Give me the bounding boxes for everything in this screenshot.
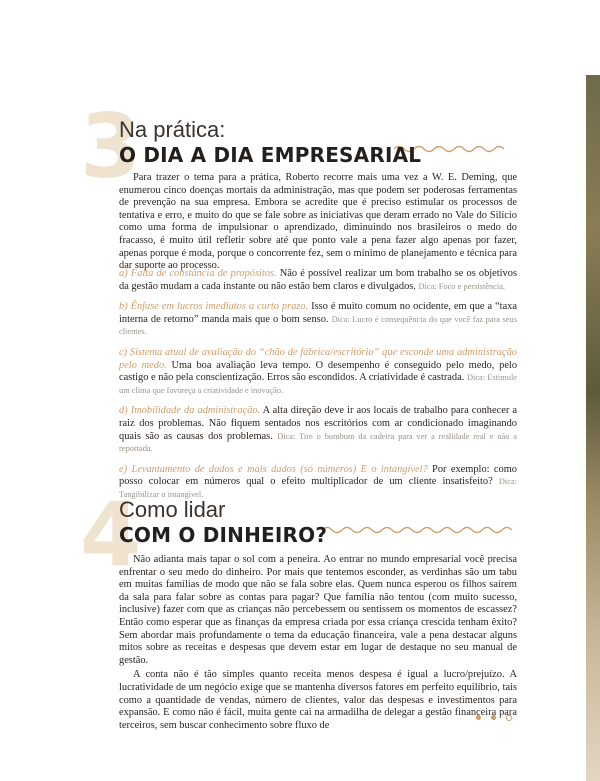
- section-1-title-bold: O DIA A DIA EMPRESARIAL: [119, 143, 422, 167]
- list-item: [119, 464, 517, 502]
- wavy-line-decoration: [322, 524, 512, 536]
- item-label: e) Levantamento de dados e mais dados (só números) E o intangível?: [119, 463, 428, 475]
- section-number-4: 4: [80, 483, 142, 586]
- list-item: [119, 301, 517, 339]
- intro-paragraph: Para trazer o tema para a prática, Roberto recorre mais uma vez a W. E. Deming, que enumerou cinco doenças mortais da administração, mas que podem ser poderosas ferramentas de prevenção na sua empresa. Embora se acredite que é preciso estimular os processos de tentativa e erro, e muito do que se fale sobre as iniciativas que deram errado no Vale do Silício como uma forma de impulsionar o aprendizado, diminuindo nos brasileiros o medo do fracasso, é muito útil refletir sobre até que ponto vale a pena fazer algo apenas por fazer, apenas porque é moda, porque o concorrente fez, sem o mínimo de planejamento e técnica para dar suporte ao processo.: [119, 172, 517, 272]
- item-tip: Dica: Estimule um clima que favoreça a criatividade e inovação.: [119, 373, 517, 395]
- item-text: Uma boa avaliação leva tempo. O desempenho é conseguido pelo medo, pelo castigo e não pela conscientização. Erros são escondidos. A criatividade é castrada.: [119, 359, 518, 384]
- section-2-title-light: Como lidar: [119, 497, 226, 522]
- section-1-title-light: Na prática:: [119, 117, 226, 142]
- section-number-3: 3: [80, 95, 142, 198]
- item-text: Não é possível realizar um bom trabalho se os objetivos da gestão mudam a cada instante ou não estão bem claros e divulgados.: [119, 268, 517, 292]
- body-paragraph: Não adianta mais tapar o sol com a peneira. Ao entrar no mundo empresarial você precisa enfrentar o seu medo do dinheiro. Por mais que tentemos esconder, as verdinhas são um tabu em muitas famílias de modo que não se fala sobre elas. Quem nunca esperou os filhos saírem da sala para falar sobre as contas para pagar? Que família não tentou (com muito sucesso, inclusive) fazer com que as crianças não percebessem ou sentissem os momentos de escassez? Então como esperar que as finanças da empresa criada por essa criança crescida tenham êxito? Sem abordar mais profundamente o tema da educação financeira, vale a pena destacar alguns mitos sobre as receitas e despesas que devem estar em lugar de destaque no seu manual de gestão.: [119, 554, 517, 666]
- item-tip: Dica: Tire o bumbum da cadeira para ver a realidade real e não a reportada.: [119, 431, 517, 454]
- body-paragraph: A conta não é tão simples quanto receita menos despesa é igual a lucro/prejuízo. A lucratividade de um negócio exige que se mantenha diversos fatores em perfeito equilíbrio, tais como a quantidade de vendas, número de clientes, valor das despesas e investimentos para expansão. E como não é fácil, muita gente cai na armadilha de delegar a gestão financeira para terceiros, sem buscar conhecimento sobre fluxo de: [119, 669, 517, 731]
- item-label: b) Ênfase em lucros imediatos a curto prazo.: [119, 301, 309, 313]
- item-text: Por exemplo: como posso colocar em números qual o efeito multiplicador de um cliente insatisfeito?: [119, 463, 517, 488]
- list-item: [119, 268, 517, 293]
- item-text: Isso é muito comum no ocidente, em que a “taxa interna de retorno” manda mais que o bom senso.: [119, 301, 517, 325]
- item-text: A alta direção deve ir aos locais de trabalho para conhecer a raiz dos problemas. Não fiquem sentados nos escritórios com ar condicionado imaginando quais são as causas dos problemas.: [119, 405, 518, 442]
- section-1-heading: [119, 118, 421, 168]
- section-2-body: [119, 554, 517, 732]
- deming-diseases-list: [119, 268, 517, 502]
- item-tip: Dica: Foco e persistência.: [418, 281, 506, 291]
- section-2-heading: [119, 498, 327, 548]
- side-photo-strip: [586, 75, 600, 781]
- item-tip: Dica: Lucro é consequência do que você faz para seus clientes.: [119, 314, 517, 337]
- item-label: a) Falta de constância de propósitos.: [119, 268, 277, 279]
- section-1-intro: [119, 172, 517, 273]
- list-item: [119, 405, 517, 455]
- item-tip: Dica: Tangibilizar o intangível.: [119, 477, 517, 499]
- item-label: d) Imobilidade da administração.: [119, 405, 261, 417]
- section-2-title-bold: COM O DINHEIRO?: [119, 523, 328, 547]
- item-label: c) Sistema atual de avaliação do “chão de fábrica/escritório” que esconde uma administração pelo medo.: [119, 346, 517, 371]
- list-item: [119, 347, 517, 397]
